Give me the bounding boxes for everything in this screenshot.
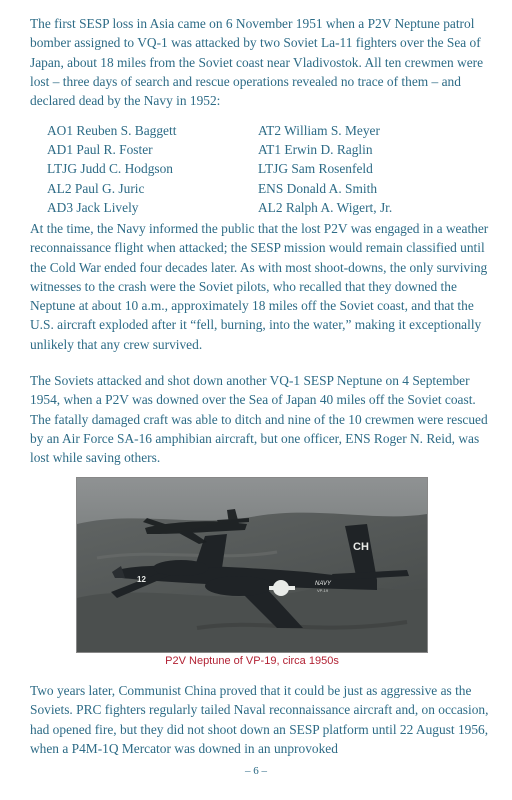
fuselage-squadron: VP-19 xyxy=(317,588,329,593)
crew-name: LTJG Judd C. Hodgson xyxy=(47,161,173,177)
crew-name: AD1 Paul R. Foster xyxy=(47,142,153,158)
tail-code: CH xyxy=(353,541,369,553)
paragraph-navy-statement: At the time, the Navy informed the public that the lost P2V was engaged in a weather reconnaissance flight when attacked; the SESP mission would remain classified until the Cold War ended four decades later. As with most shoot-downs, the only surviving witnesses to the crash were the Soviet pilots, who recalled that they downed the Neptune at about 10 a.m., approximately 18 miles off the Soviet coast, and that the U.S. aircraft exploded after it “fell, burning, into the water,” making it exceptionally unlikely that any crew survived. xyxy=(30,221,489,352)
paragraph-first-loss: The first SESP loss in Asia came on 6 November 1951 when a P2V Neptune patrol bomber assigned to VQ-1 was attacked by two Soviet La-11 fighters over the Sea of Japan, about 18 miles from the Soviet coast near Vladivostok. All ten crewmen were lost – three days of search and rescue operations revealed no trace of them – and declared dead by the Navy in 1952: xyxy=(30,16,484,109)
crew-name: AT1 Erwin D. Raglin xyxy=(258,142,373,158)
crew-list xyxy=(47,121,467,217)
crew-name: AL2 Paul G. Juric xyxy=(47,180,145,196)
crew-name: ENS Donald A. Smith xyxy=(258,180,378,196)
paragraph-china: Two years later, Communist China proved that it could be just as aggressive as the Soviets. PRC fighters regularly tailed Naval reconnaissance aircraft and, on occasion, had opened fire, but they did not shoot down an SESP platform until 22 August 1956, when a P4M-1Q Mercator was downed in an unprovoked xyxy=(30,683,489,756)
crew-name: AT2 William S. Meyer xyxy=(258,123,380,138)
paragraph-second-loss: The Soviets attacked and shot down another VQ-1 SESP Neptune on 4 September 1954, when a P2V was downed over the Sea of Japan 40 miles off the Soviet coast. The fatally damaged craft was able to ditch and nine of the 10 crewmen were rescued by an Air Force SA-16 amphibian aircraft, but one officer, ENS Roger N. Reid, was lost while saving others. xyxy=(30,373,488,466)
crew-name: LTJG Sam Rosenfeld xyxy=(258,161,373,177)
fuselage-navy: NAVY xyxy=(315,581,332,587)
crew-name: AO1 Reuben S. Baggett xyxy=(47,123,177,138)
crew-name: AL2 Ralph A. Wigert, Jr. xyxy=(258,199,393,215)
crew-name: AD3 Jack Lively xyxy=(47,199,139,215)
nose-number: 12 xyxy=(137,575,146,584)
page-number: – 6 – xyxy=(245,765,267,777)
photo-caption: P2V Neptune of VP-19, circa 1950s xyxy=(165,655,339,667)
aircraft-photo xyxy=(76,477,428,653)
